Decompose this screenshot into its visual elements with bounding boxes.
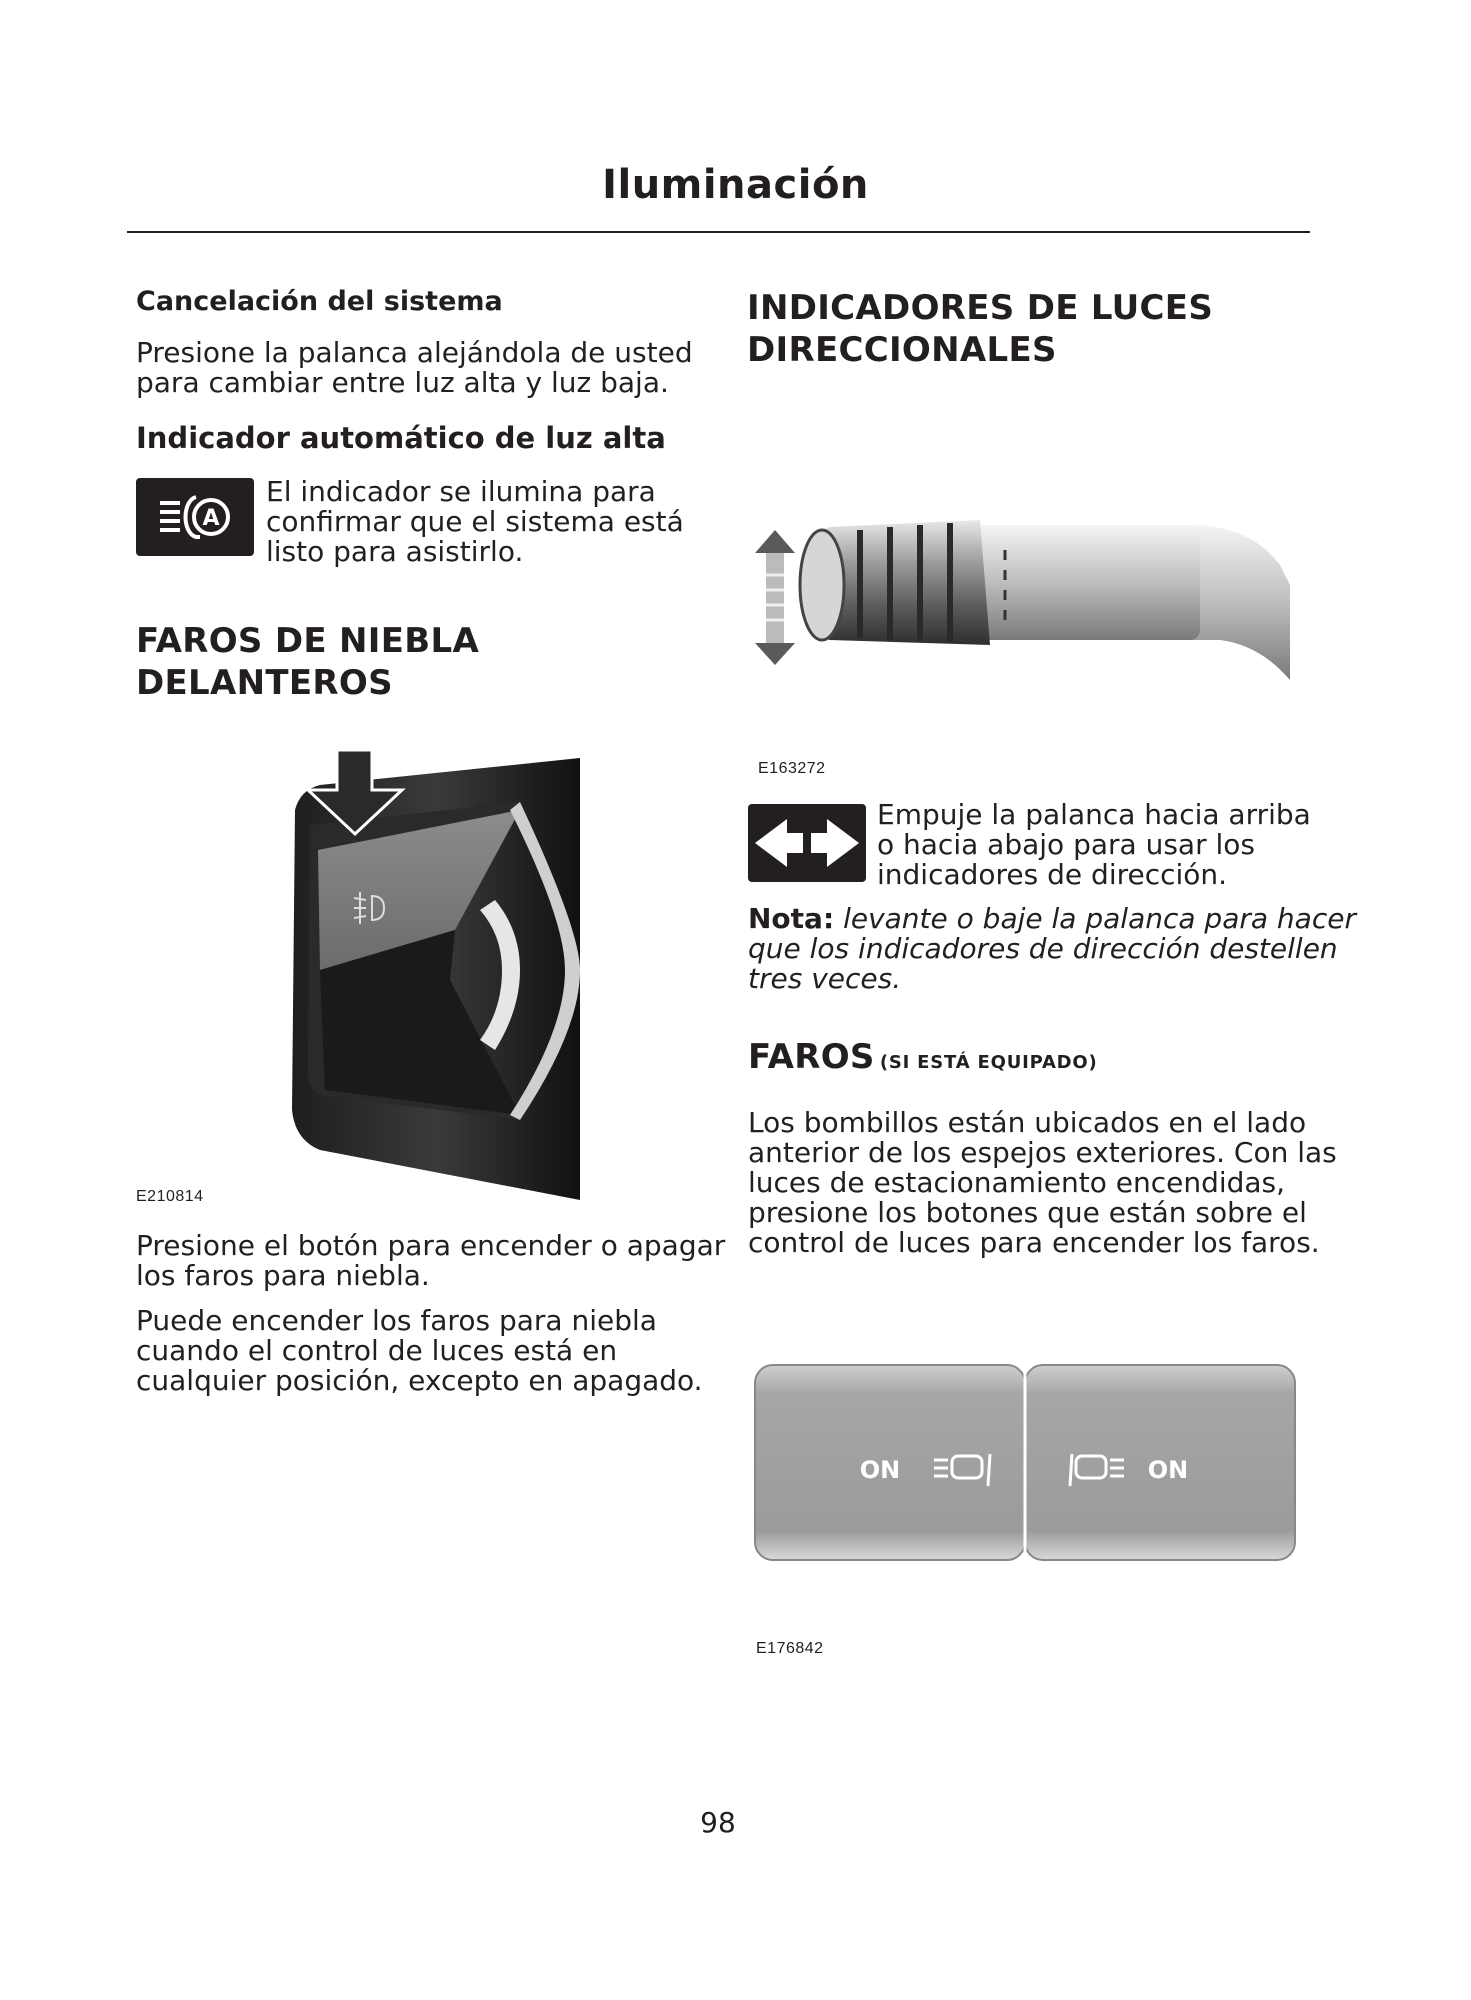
title-divider xyxy=(127,231,1310,233)
lever-image-code: E163272 xyxy=(758,760,826,777)
mirror-lamp-buttons-illustration xyxy=(750,1360,1300,1565)
faros-text-line-2: anterior de los espejos exteriores. Con las xyxy=(748,1136,1337,1169)
up-down-arrow xyxy=(755,530,795,665)
left-button-label: ON xyxy=(859,1456,901,1484)
turn-text-line-2: o hacia abajo para usar los xyxy=(877,828,1255,861)
faros-heading xyxy=(748,1036,1098,1078)
right-button-label: ON xyxy=(1147,1456,1189,1484)
fog-text-line-5: cualquier posición, excepto en apagado. xyxy=(136,1364,703,1397)
auto-text-line-2: confirmar que el sistema está xyxy=(266,505,684,538)
fog-text-line-3: Puede encender los faros para niebla xyxy=(136,1304,657,1337)
cancel-heading: Cancelación del sistema xyxy=(136,286,503,317)
cancel-text-line-1: Presione la palanca alejándola de usted xyxy=(136,336,693,369)
fog-text-line-4: cuando el control de luces está en xyxy=(136,1334,618,1367)
auto-high-beam-icon xyxy=(136,478,254,556)
page-number: 98 xyxy=(700,1806,736,1839)
turn-signal-lever-illustration xyxy=(750,505,1290,705)
note-label: Nota: xyxy=(748,902,835,935)
faros-heading-title: FAROS xyxy=(748,1037,875,1077)
turn-text-line-3: indicadores de dirección. xyxy=(877,858,1228,891)
cancel-text-line-2: para cambiar entre luz alta y luz baja. xyxy=(136,366,669,399)
fog-light-switch-illustration xyxy=(280,730,590,1200)
auto-text-line-1: El indicador se ilumina para xyxy=(266,475,656,508)
turn-heading-line-1: INDICADORES DE LUCES xyxy=(747,288,1214,328)
fog-text-line-1: Presione el botón para encender o apagar xyxy=(136,1229,726,1262)
faros-text-line-5: control de luces para encender los faros. xyxy=(748,1226,1320,1259)
turn-signal-arrows-icon xyxy=(748,804,866,882)
faros-text-line-3: luces de estacionamiento encendidas, xyxy=(748,1166,1286,1199)
faros-text-line-1: Los bombillos están ubicados en el lado xyxy=(748,1106,1307,1139)
note-text-1: levante o baje la palanca para hacer xyxy=(843,902,1356,935)
auto-text-line-3: listo para asistirlo. xyxy=(266,535,524,568)
note-text-2: que los indicadores de dirección destellen xyxy=(748,932,1338,965)
turn-heading-line-2: DIRECCIONALES xyxy=(747,330,1057,370)
note-text-3: tres veces. xyxy=(748,962,902,995)
turn-text-line-1: Empuje la palanca hacia arriba xyxy=(877,798,1311,831)
page-title: Iluminación xyxy=(602,162,869,208)
note-line-1 xyxy=(748,904,1356,934)
fog-heading-line-2: DELANTEROS xyxy=(136,663,393,703)
faros-heading-subtitle: (SI ESTÁ EQUIPADO) xyxy=(879,1052,1098,1073)
faros-text-line-4: presione los botones que están sobre el xyxy=(748,1196,1307,1229)
auto-high-beam-letter: A xyxy=(202,506,220,531)
fog-text-line-2: los faros para niebla. xyxy=(136,1259,430,1292)
auto-high-beam-heading: Indicador automático de luz alta xyxy=(136,421,666,455)
fog-heading-line-1: FAROS DE NIEBLA xyxy=(136,621,480,661)
fog-image-code: E210814 xyxy=(136,1188,204,1205)
buttons-image-code: E176842 xyxy=(756,1640,824,1657)
